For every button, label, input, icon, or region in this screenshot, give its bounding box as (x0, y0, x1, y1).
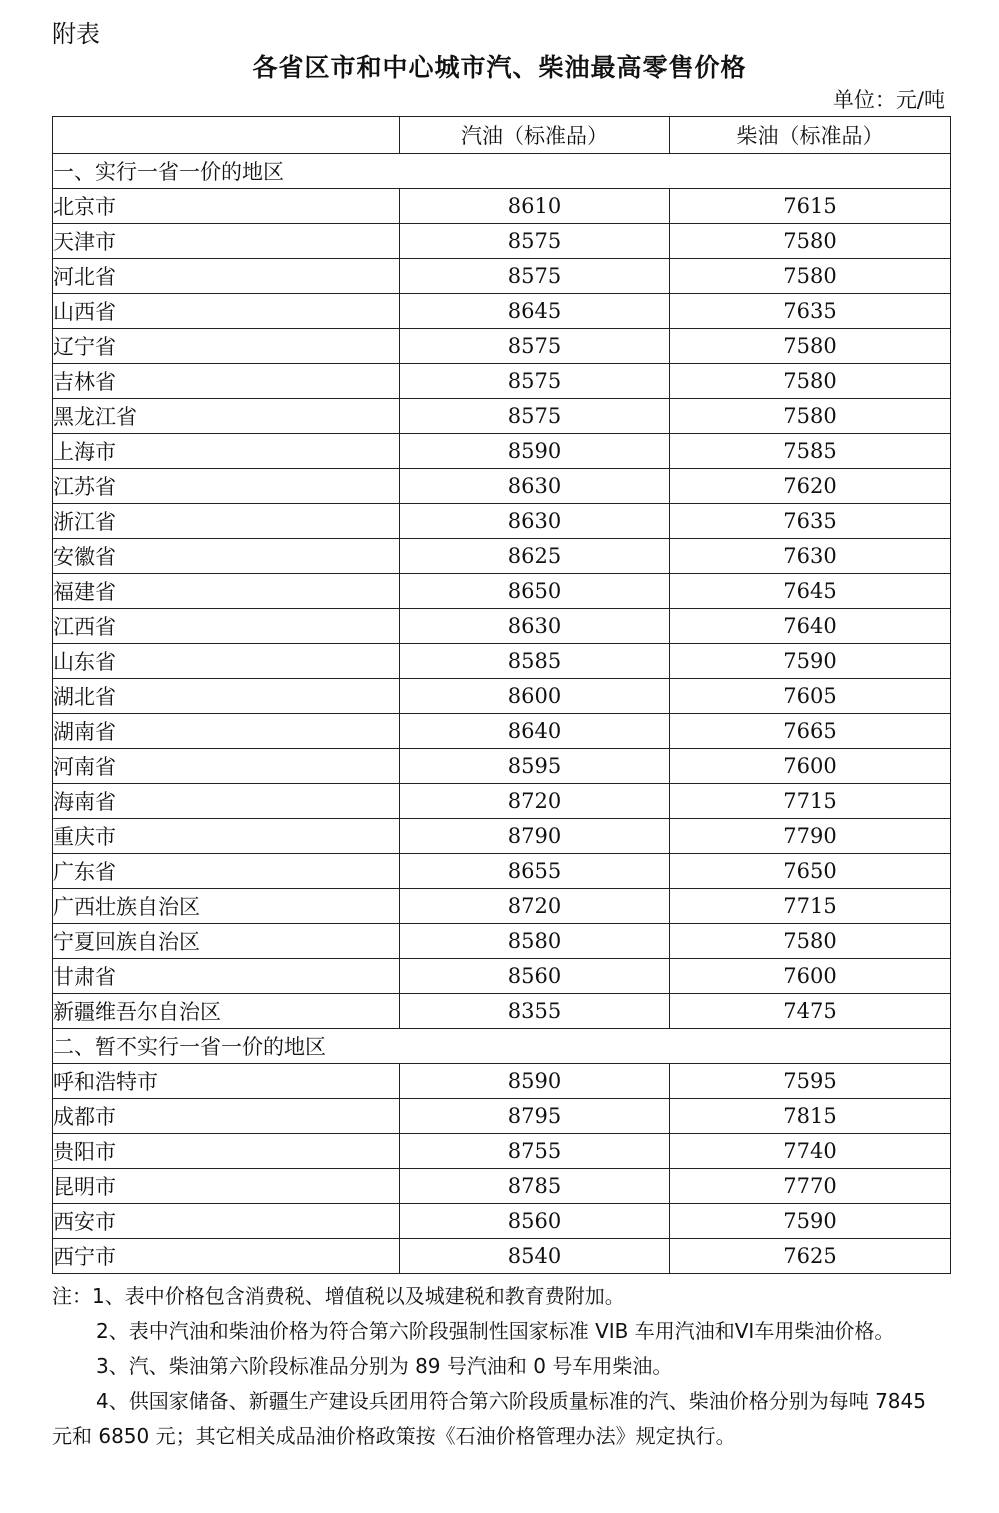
gasoline-price-cell: 8575 (400, 364, 670, 399)
diesel-price-cell: 7580 (670, 924, 951, 959)
diesel-price-cell: 7605 (670, 679, 951, 714)
region-cell: 重庆市 (53, 819, 400, 854)
table-row (53, 819, 951, 854)
diesel-price-cell: 7590 (670, 1204, 951, 1239)
table-row (53, 469, 951, 504)
table-row (53, 924, 951, 959)
diesel-price-cell: 7715 (670, 784, 951, 819)
diesel-price-cell: 7625 (670, 1239, 951, 1274)
region-cell: 江苏省 (53, 469, 400, 504)
diesel-price-cell: 7595 (670, 1064, 951, 1099)
diesel-price-cell: 7580 (670, 329, 951, 364)
gasoline-price-cell: 8630 (400, 504, 670, 539)
diesel-price-cell: 7475 (670, 994, 951, 1029)
region-cell: 西安市 (53, 1204, 400, 1239)
header-gasoline: 汽油（标准品） (400, 117, 670, 154)
notes (52, 1279, 950, 1454)
region-cell: 天津市 (53, 224, 400, 259)
gasoline-price-cell: 8790 (400, 819, 670, 854)
diesel-price-cell: 7620 (670, 469, 951, 504)
diesel-price-cell: 7770 (670, 1169, 951, 1204)
header-diesel: 柴油（标准品） (670, 117, 951, 154)
table-row (53, 574, 951, 609)
gasoline-price-cell: 8795 (400, 1099, 670, 1134)
diesel-price-cell: 7600 (670, 749, 951, 784)
gasoline-price-cell: 8650 (400, 574, 670, 609)
gasoline-price-cell: 8575 (400, 259, 670, 294)
region-cell: 昆明市 (53, 1169, 400, 1204)
diesel-price-cell: 7590 (670, 644, 951, 679)
table-row (53, 434, 951, 469)
region-cell: 河南省 (53, 749, 400, 784)
gasoline-price-cell: 8355 (400, 994, 670, 1029)
gasoline-price-cell: 8560 (400, 959, 670, 994)
diesel-price-cell: 7580 (670, 399, 951, 434)
table-row (53, 854, 951, 889)
diesel-price-cell: 7585 (670, 434, 951, 469)
table-row (53, 329, 951, 364)
note-item: 4、供国家储备、新疆生产建设兵团用符合第六阶段质量标准的汽、柴油价格分别为每吨 7845 元和 6850 元；其它相关成品油价格政策按《石油价格管理办法》规定执行。 (52, 1389, 926, 1448)
diesel-price-cell: 7635 (670, 294, 951, 329)
region-cell: 北京市 (53, 189, 400, 224)
section-title: 一、实行一省一价的地区 (53, 154, 951, 189)
document-label: 附表 (52, 20, 100, 48)
region-cell: 湖南省 (53, 714, 400, 749)
table-body (53, 154, 951, 1274)
table-row (53, 1134, 951, 1169)
region-cell: 上海市 (53, 434, 400, 469)
gasoline-price-cell: 8540 (400, 1239, 670, 1274)
gasoline-price-cell: 8585 (400, 644, 670, 679)
gasoline-price-cell: 8590 (400, 434, 670, 469)
diesel-price-cell: 7665 (670, 714, 951, 749)
region-cell: 福建省 (53, 574, 400, 609)
section-row (53, 1029, 951, 1064)
diesel-price-cell: 7580 (670, 259, 951, 294)
diesel-price-cell: 7650 (670, 854, 951, 889)
diesel-price-cell: 7615 (670, 189, 951, 224)
diesel-price-cell: 7630 (670, 539, 951, 574)
gasoline-price-cell: 8600 (400, 679, 670, 714)
note-item: 2、表中汽油和柴油价格为符合第六阶段强制性国家标准 VIB 车用汽油和VI车用柴油价格。 (96, 1319, 895, 1343)
region-cell: 贵阳市 (53, 1134, 400, 1169)
document-title: 各省区市和中心城市汽、柴油最高零售价格 (252, 53, 747, 82)
diesel-price-cell: 7715 (670, 889, 951, 924)
diesel-price-cell: 7640 (670, 609, 951, 644)
gasoline-price-cell: 8595 (400, 749, 670, 784)
table-row (53, 294, 951, 329)
table-row (53, 1204, 951, 1239)
region-cell: 新疆维吾尔自治区 (53, 994, 400, 1029)
table-row (53, 1169, 951, 1204)
gasoline-price-cell: 8590 (400, 1064, 670, 1099)
header-region (53, 117, 400, 154)
table-row (53, 504, 951, 539)
table-row (53, 364, 951, 399)
region-cell: 宁夏回族自治区 (53, 924, 400, 959)
gasoline-price-cell: 8575 (400, 399, 670, 434)
note-item: 注：1、表中价格包含消费税、增值税以及城建税和教育费附加。 (52, 1284, 625, 1308)
region-cell: 湖北省 (53, 679, 400, 714)
diesel-price-cell: 7600 (670, 959, 951, 994)
table-row (53, 609, 951, 644)
table-row (53, 749, 951, 784)
gasoline-price-cell: 8720 (400, 784, 670, 819)
table-row (53, 644, 951, 679)
note-item: 3、汽、柴油第六阶段标准品分别为 89 号汽油和 0 号车用柴油。 (96, 1354, 673, 1378)
table-row (53, 959, 951, 994)
section-row (53, 154, 951, 189)
region-cell: 辽宁省 (53, 329, 400, 364)
table-row (53, 714, 951, 749)
region-cell: 黑龙江省 (53, 399, 400, 434)
gasoline-price-cell: 8720 (400, 889, 670, 924)
region-cell: 甘肃省 (53, 959, 400, 994)
table-row (53, 189, 951, 224)
table-row (53, 259, 951, 294)
region-cell: 海南省 (53, 784, 400, 819)
table-row (53, 539, 951, 574)
diesel-price-cell: 7580 (670, 364, 951, 399)
region-cell: 广西壮族自治区 (53, 889, 400, 924)
gasoline-price-cell: 8630 (400, 609, 670, 644)
table-row (53, 1064, 951, 1099)
table-row (53, 679, 951, 714)
region-cell: 西宁市 (53, 1239, 400, 1274)
gasoline-price-cell: 8575 (400, 329, 670, 364)
table-row (53, 399, 951, 434)
region-cell: 山西省 (53, 294, 400, 329)
region-cell: 江西省 (53, 609, 400, 644)
price-table (52, 116, 951, 1274)
table-row (53, 1239, 951, 1274)
gasoline-price-cell: 8645 (400, 294, 670, 329)
table-row (53, 1099, 951, 1134)
table-row (53, 224, 951, 259)
diesel-price-cell: 7580 (670, 224, 951, 259)
gasoline-price-cell: 8640 (400, 714, 670, 749)
gasoline-price-cell: 8575 (400, 224, 670, 259)
region-cell: 吉林省 (53, 364, 400, 399)
table-row (53, 784, 951, 819)
gasoline-price-cell: 8630 (400, 469, 670, 504)
region-cell: 浙江省 (53, 504, 400, 539)
diesel-price-cell: 7815 (670, 1099, 951, 1134)
gasoline-price-cell: 8785 (400, 1169, 670, 1204)
gasoline-price-cell: 8560 (400, 1204, 670, 1239)
gasoline-price-cell: 8655 (400, 854, 670, 889)
diesel-price-cell: 7635 (670, 504, 951, 539)
table-row (53, 994, 951, 1029)
region-cell: 广东省 (53, 854, 400, 889)
gasoline-price-cell: 8755 (400, 1134, 670, 1169)
gasoline-price-cell: 8610 (400, 189, 670, 224)
diesel-price-cell: 7645 (670, 574, 951, 609)
gasoline-price-cell: 8580 (400, 924, 670, 959)
gasoline-price-cell: 8625 (400, 539, 670, 574)
unit-label: 单位：元/吨 (832, 88, 945, 112)
diesel-price-cell: 7740 (670, 1134, 951, 1169)
region-cell: 呼和浩特市 (53, 1064, 400, 1099)
region-cell: 成都市 (53, 1099, 400, 1134)
section-title: 二、暂不实行一省一价的地区 (53, 1029, 951, 1064)
region-cell: 山东省 (53, 644, 400, 679)
region-cell: 河北省 (53, 259, 400, 294)
table-header-row (53, 117, 951, 154)
table-row (53, 889, 951, 924)
region-cell: 安徽省 (53, 539, 400, 574)
diesel-price-cell: 7790 (670, 819, 951, 854)
